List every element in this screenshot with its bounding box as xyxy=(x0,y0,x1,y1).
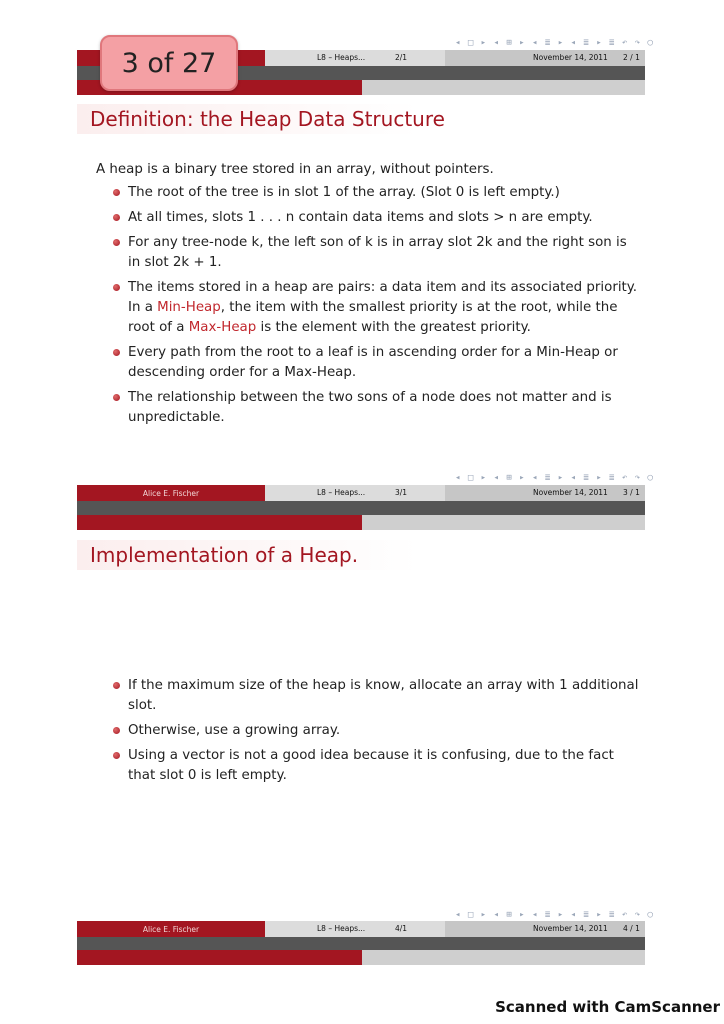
list-item: For any tree-node k, the left son of k is in array slot 2k and the right son is in slot 2k + 1. xyxy=(96,233,641,273)
slide1-title: Definition: the Heap Data Structure xyxy=(90,107,445,131)
footer-frame: 4/1 xyxy=(395,924,408,933)
list-item: Every path from the root to a leaf is in ascending order for a Min-Heap or descending order for a Max-Heap. xyxy=(96,343,641,383)
list-item: Otherwise, use a growing array. xyxy=(96,721,641,741)
footer-page: 4 / 1 xyxy=(623,924,640,933)
footer-title: L8 – Heaps... xyxy=(317,488,366,497)
highlighted-term: Min-Heap xyxy=(157,300,221,315)
navigation-symbols: ◂ □ ▸ ◂ ⊞ ▸ ◂ ≣ ▸ ◂ ≣ ▸ ≣ ↶ ↷ ◯ xyxy=(455,473,654,483)
footer-frame: 3/1 xyxy=(395,488,408,497)
footer-date: November 14, 2011 xyxy=(533,924,608,933)
footer-title: L8 – Heaps... xyxy=(317,924,366,933)
slide2-title: Implementation of a Heap. xyxy=(90,543,359,567)
bullet-icon xyxy=(113,752,120,759)
footer-author: Alice E. Fischer xyxy=(77,921,265,937)
header-band-dark xyxy=(77,501,645,515)
highlighted-term: Max-Heap xyxy=(188,320,257,335)
list-item: At all times, slots 1 . . . n contain data items and slots > n are empty. xyxy=(96,208,641,228)
slide1-intro: A heap is a binary tree stored in an array, without pointers. xyxy=(96,162,494,177)
list-item: The items stored in a heap are pairs: a data item and its associated priority. In a Min-Heap, the item with the smallest priority is at the root, while the root of a Max-Heap is the element with the greatest priority. xyxy=(96,278,641,338)
navigation-symbols: ◂ □ ▸ ◂ ⊞ ▸ ◂ ≣ ▸ ◂ ≣ ▸ ≣ ↶ ↷ ◯ xyxy=(455,38,654,48)
footer-page: 3 / 1 xyxy=(623,488,640,497)
bullet-icon xyxy=(113,682,120,689)
slide2-bullet-list xyxy=(96,676,641,791)
header-band-red xyxy=(77,515,362,530)
scanner-watermark: Scanned with CamScanner xyxy=(495,998,720,1016)
footer-author: Alice E. Fischer xyxy=(77,485,265,501)
header-band-grey xyxy=(362,80,645,95)
list-item: Using a vector is not a good idea because it is confusing, due to the fact that slot 0 is left empty. xyxy=(96,746,641,786)
bullet-icon xyxy=(113,349,120,356)
footer-frame: 2/1 xyxy=(395,53,408,62)
header-band-grey xyxy=(362,515,645,530)
bullet-icon xyxy=(113,239,120,246)
page-counter-badge: 3 of 27 xyxy=(100,35,238,91)
navigation-symbols: ◂ □ ▸ ◂ ⊞ ▸ ◂ ≣ ▸ ◂ ≣ ▸ ≣ ↶ ↷ ◯ xyxy=(455,910,654,920)
slide1-footer-bar xyxy=(77,485,645,501)
footer-date: November 14, 2011 xyxy=(533,53,608,62)
header-band-grey xyxy=(362,950,645,965)
slide2-footer-bar xyxy=(77,921,645,937)
bullet-icon xyxy=(113,189,120,196)
list-item: The root of the tree is in slot 1 of the array. (Slot 0 is left empty.) xyxy=(96,183,641,203)
header-band-dark xyxy=(77,937,645,951)
footer-date: November 14, 2011 xyxy=(533,488,608,497)
list-item: The relationship between the two sons of a node does not matter and is unpredictable. xyxy=(96,388,641,428)
bullet-icon xyxy=(113,727,120,734)
list-item: If the maximum size of the heap is know, allocate an array with 1 additional slot. xyxy=(96,676,641,716)
header-band-red xyxy=(77,950,362,965)
footer-title: L8 – Heaps... xyxy=(317,53,366,62)
bullet-icon xyxy=(113,284,120,291)
bullet-icon xyxy=(113,214,120,221)
bullet-icon xyxy=(113,394,120,401)
footer-page: 2 / 1 xyxy=(623,53,640,62)
slide1-bullet-list xyxy=(96,183,641,433)
